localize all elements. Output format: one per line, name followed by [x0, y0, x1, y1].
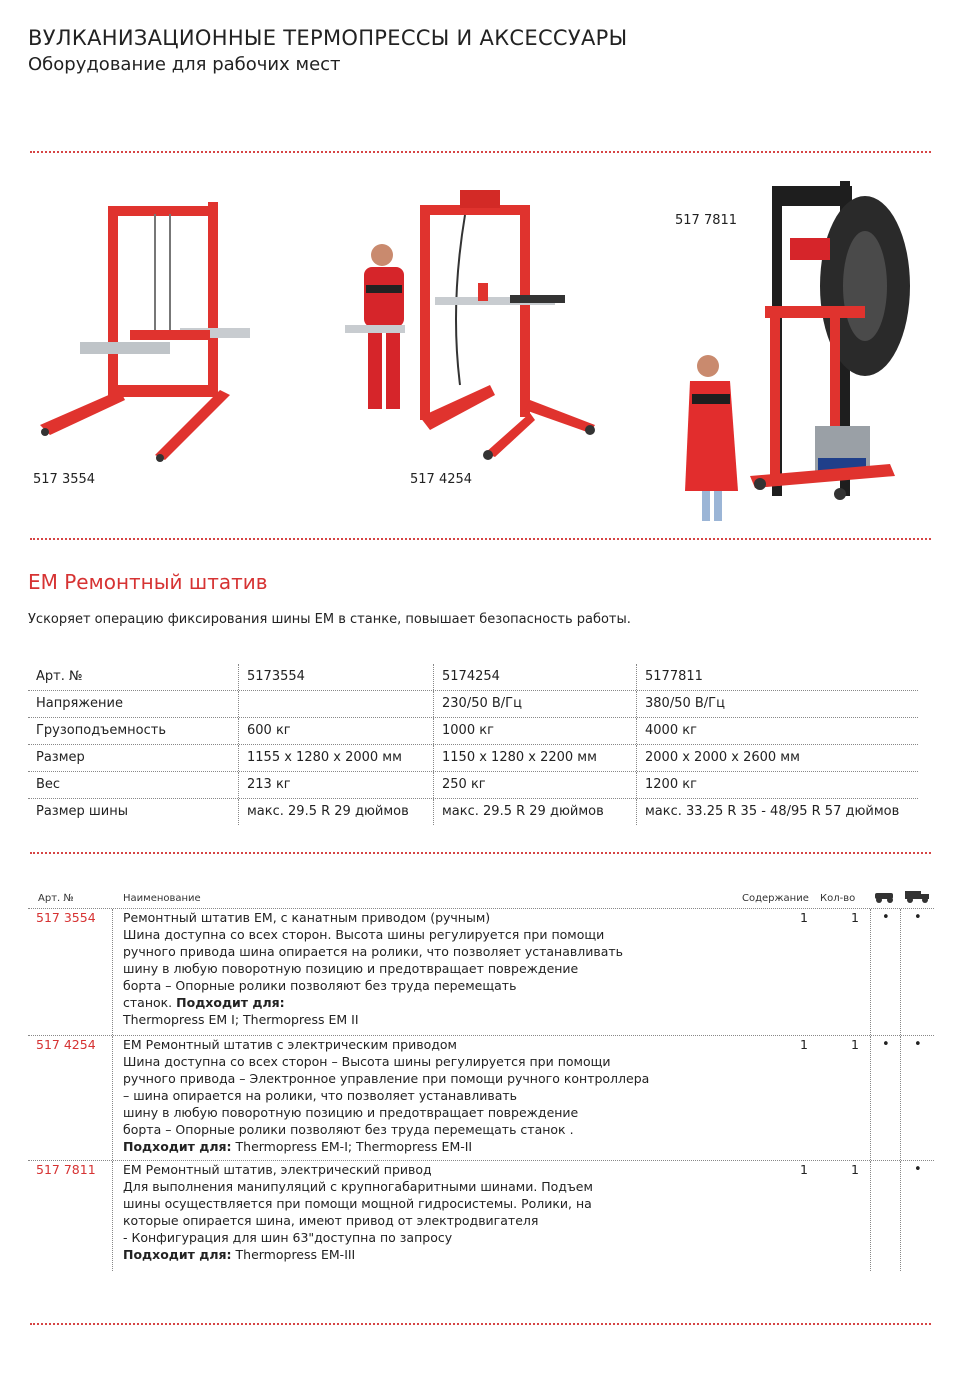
product-art: 517 3554	[36, 910, 96, 925]
divider	[30, 538, 931, 540]
spec-value: 230/50 В/Гц	[433, 691, 636, 717]
desc-line: - Конфигурация для шин 63"доступна по запросу	[123, 1230, 453, 1245]
spec-value: 380/50 В/Гц	[636, 691, 918, 717]
spec-value: 5173554	[238, 664, 433, 690]
fits-label: Подходит для:	[123, 1247, 232, 1262]
product-row	[28, 1036, 934, 1161]
product-image-5173554	[30, 190, 280, 470]
product-content: 1	[800, 910, 808, 925]
divider	[30, 1323, 931, 1325]
product-description	[123, 909, 934, 1028]
fits-label: Подходит для:	[176, 995, 285, 1010]
desc-line: ручного привода шина опирается на ролики, что позволяет устанавливать	[123, 944, 624, 959]
fits-value: Thermopress EM I; Thermopress EM II	[123, 1012, 359, 1027]
product-list	[28, 888, 934, 1271]
product-description	[123, 1036, 934, 1155]
desc-line: Шина доступна со всех сторон – Высота шины регулируется при помощи	[123, 1054, 611, 1069]
desc-line: борта – Опорные ролики позволяют без труда перемещать	[123, 978, 517, 993]
spec-value: 5177811	[636, 664, 918, 690]
product-art: 517 7811	[36, 1162, 96, 1177]
desc-line: ЕМ Ремонтный штатив, электрический привод	[123, 1162, 432, 1177]
spec-label: Грузоподъемность	[36, 723, 167, 738]
bullet-car: •	[882, 1037, 890, 1052]
fits-value: Thermopress EM-III	[235, 1247, 356, 1262]
spec-value: макс. 29.5 R 29 дюймов	[433, 799, 636, 825]
spec-value: 2000 x 2000 x 2600 мм	[636, 745, 918, 771]
spec-row	[28, 718, 918, 745]
spec-row	[28, 691, 918, 718]
desc-line: шину в любую поворотную позицию и предотвращает повреждение	[123, 1105, 579, 1120]
product-image-5177811	[680, 176, 920, 531]
divider	[30, 852, 931, 854]
header-art: Арт. №	[38, 893, 74, 904]
header-name: Наименование	[123, 893, 201, 904]
spec-row	[28, 664, 918, 691]
spec-value: макс. 29.5 R 29 дюймов	[238, 799, 433, 825]
spec-value: 5174254	[433, 664, 636, 690]
image-caption-2: 517 4254	[410, 472, 473, 487]
spec-value: 1150 x 1280 x 2200 мм	[433, 745, 636, 771]
section-lead: Ускоряет операцию фиксирования шины ЕМ в станке, повышает безопасность работы.	[28, 612, 631, 627]
bullet-truck: •	[914, 1037, 922, 1052]
header-qty: Кол-во	[820, 893, 856, 904]
product-content: 1	[800, 1037, 808, 1052]
product-art: 517 4254	[36, 1037, 96, 1052]
desc-line: станок.	[123, 995, 173, 1010]
spec-value: 1200 кг	[636, 772, 918, 798]
desc-line: Ремонтный штатив ЕМ, с канатным приводом (ручным)	[123, 910, 491, 925]
spec-label: Размер шины	[36, 804, 129, 819]
bullet-truck: •	[914, 1162, 922, 1177]
image-caption-1: 517 3554	[33, 472, 96, 487]
product-description	[123, 1161, 934, 1263]
spec-label: Арт. №	[36, 669, 83, 684]
spec-value: 1000 кг	[433, 718, 636, 744]
divider	[30, 151, 931, 153]
product-image-5174254	[340, 185, 610, 470]
fits-label: Подходит для:	[123, 1139, 232, 1154]
fits-value: Thermopress EM-I; Thermopress EM-II	[235, 1139, 473, 1154]
product-row	[28, 1161, 934, 1271]
product-qty: 1	[851, 1037, 859, 1052]
spec-label: Вес	[36, 777, 61, 792]
section-title: ЕМ Ремонтный штатив	[28, 570, 268, 594]
page-subtitle: Оборудование для рабочих мест	[28, 54, 341, 75]
desc-line: которые опирается шина, имеют привод от электродвигателя	[123, 1213, 539, 1228]
page-title: ВУЛКАНИЗАЦИОННЫЕ ТЕРМОПРЕССЫ И АКСЕССУАРЫ	[28, 26, 628, 50]
spec-label: Напряжение	[36, 696, 123, 711]
header-content: Содержание	[742, 893, 809, 904]
spec-row	[28, 772, 918, 799]
desc-line: Для выполнения манипуляций с крупногабаритными шинами. Подъем	[123, 1179, 593, 1194]
bullet-truck: •	[914, 910, 922, 925]
desc-line: – шина опирается на ролики, что позволяет устанавливать	[123, 1088, 518, 1103]
product-qty: 1	[851, 910, 859, 925]
desc-line: ЕМ Ремонтный штатив с электрическим приводом	[123, 1037, 457, 1052]
spec-table	[28, 664, 918, 825]
product-row	[28, 909, 934, 1036]
product-content: 1	[800, 1162, 808, 1177]
product-qty: 1	[851, 1162, 859, 1177]
desc-line: ручного привода – Электронное управление при помощи ручного контроллера	[123, 1071, 650, 1086]
spec-value: 250 кг	[433, 772, 636, 798]
car-icon	[873, 888, 897, 907]
spec-value	[238, 691, 433, 717]
truck-icon	[904, 888, 932, 907]
spec-row	[28, 745, 918, 772]
desc-line: шину в любую поворотную позицию и предотвращает повреждение	[123, 961, 579, 976]
image-caption-3: 517 7811	[675, 213, 738, 228]
spec-value: 1155 x 1280 x 2000 мм	[238, 745, 433, 771]
spec-value: 213 кг	[238, 772, 433, 798]
spec-value: 600 кг	[238, 718, 433, 744]
product-list-header	[28, 888, 934, 909]
desc-line: борта – Опорные ролики позволяют без труда перемещать станок .	[123, 1122, 574, 1137]
bullet-car: •	[882, 910, 890, 925]
spec-label: Размер	[36, 750, 85, 765]
desc-line: Шина доступна со всех сторон. Высота шины регулируется при помощи	[123, 927, 605, 942]
spec-value: 4000 кг	[636, 718, 918, 744]
spec-row	[28, 799, 918, 825]
spec-value: макс. 33.25 R 35 - 48/95 R 57 дюймов	[636, 799, 918, 825]
desc-line: шины осуществляется при помощи мощной гидросистемы. Ролики, на	[123, 1196, 592, 1211]
